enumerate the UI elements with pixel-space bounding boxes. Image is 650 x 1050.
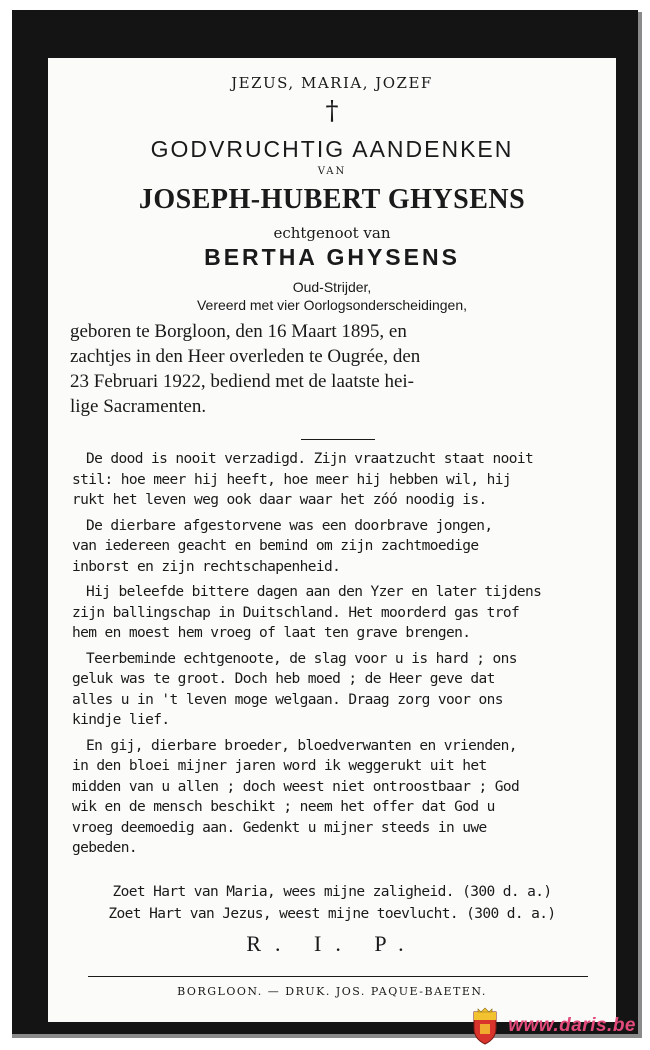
title-of: VAN [317,166,347,177]
text-line: hem en moest hem vroeg of laat ten grave brengen. [72,625,471,641]
text-line: kindje lief. [72,712,170,728]
text-line: van iedereen geacht en bemind om zijn zachtmoedige [72,538,479,554]
text-line: gebeden. [72,840,138,856]
footer-divider [88,976,588,977]
spouse-name: BERTHA GHYSENS [204,244,460,270]
text-line: rukt het leven weg ook daar waar het zóó noodig is. [72,492,487,508]
text-line: midden van u allen ; doch weest niet ontroostbaar ; God [72,778,520,795]
text-line: zijn ballingschap in Duitschland. Het moorderd gas trof [72,604,520,621]
text-line: geluk was te groot. Doch heb moed ; de Heer geve dat [72,671,495,687]
card-title: GODVRUCHTIG AANDENKEN [150,136,514,162]
text-line: Hij beleefde bittere dagen aan den Yzer en later tijdens [86,584,542,600]
heraldic-shield-icon [470,1006,500,1046]
cross-icon: † [325,96,339,126]
prayer-line: Zoet Hart van Maria, wees mijne zaligheid. (300 d. a.) [112,884,552,900]
honors: Vereerd met vier Oorlogsonderscheidingen, [196,297,468,313]
mourning-card-border [12,10,638,1034]
text-line: inborst en zijn rechtschapenheid. [72,558,341,575]
birth-line: lige Sacramenten. [70,396,207,417]
text-line: alles u in 't leven moge welgaan. Draag zorg voor ons [72,691,503,708]
text-line: wik en de mensch beschikt ; neem het offer dat God u [72,799,495,815]
prayer-line: Zoet Hart van Jezus, weest mijne toevlucht. (300 d. a.) [108,906,556,922]
birth-line: zachtjes in den Heer overleden te Ougrée, den [70,346,421,367]
veteran-rank: Oud-Strijder, [292,279,372,295]
paragraph [72,649,600,731]
birth-line: geboren te Borgloon, den 16 Maart 1895, en [70,321,407,342]
text-line: En gij, dierbare broeder, bloedverwanten en vrienden, [86,737,517,754]
memorial-text [72,449,600,864]
paragraph [72,582,600,644]
watermark [470,1006,636,1046]
text-line: in den bloei mijner jaren word ik weggerukt uit het [72,758,487,774]
spouse-prefix: echtgenoot van [273,224,391,242]
birth-line: 23 Februari 1922, bediend met de laatste hei- [70,371,415,392]
printer-imprint: BORGLOON. — DRUK. JOS. PAQUE-BAETEN. [177,985,487,998]
deceased-name: JOSEPH-HUBERT GHYSENS [138,184,526,215]
divider [301,439,375,440]
text-line: vroeg deemoedig aan. Gedenkt u mijner steeds in uwe [72,819,487,836]
paragraph [72,516,600,578]
text-line: Teerbeminde echtgenoote, de slag voor u is hard ; ons [86,650,517,667]
watermark-text: www.daris.be [508,1015,636,1036]
paragraph [72,449,600,511]
text-line: De dood is nooit verzadigd. Zijn vraatzucht staat nooit [86,451,534,467]
birth-death-statement [70,319,602,419]
text-line: stil: hoe meer hij heeft, hoe meer hij hebben wil, hij [72,471,512,488]
mourning-card [48,58,616,1022]
text-line: De dierbare afgestorvene was een doorbrave jongen, [86,517,493,534]
rip: R. I. P. [246,931,418,956]
paragraph [72,736,600,859]
invocation: JEZUS, MARIA, JOZEF [231,74,433,92]
